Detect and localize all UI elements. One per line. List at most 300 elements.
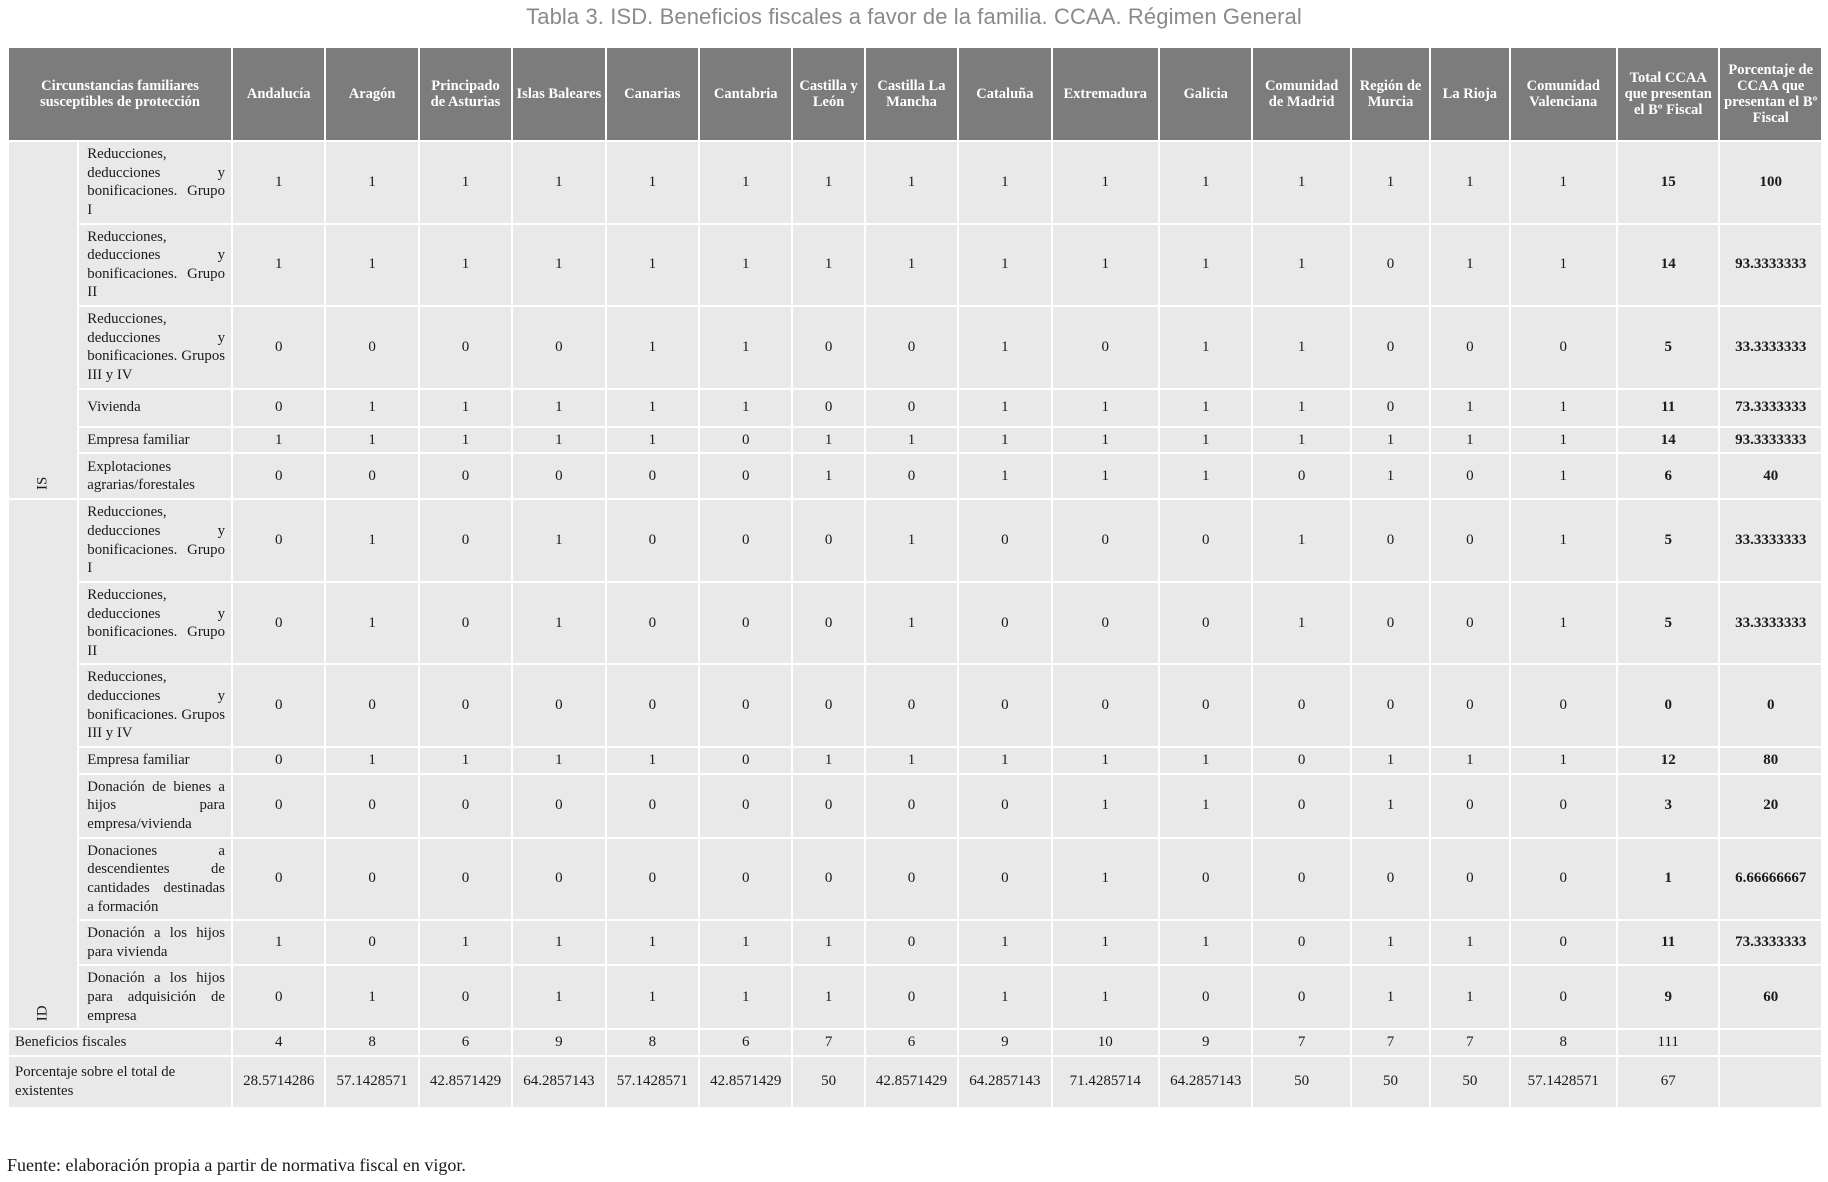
- value-cell: 1: [420, 142, 511, 223]
- header-region: Comunidad Valenciana: [1511, 48, 1616, 140]
- value-cell: 0: [866, 839, 957, 920]
- summary-value-cell: 7: [1253, 1030, 1349, 1054]
- row-label: Donación de bienes a hijos para empresa/vivienda: [79, 775, 231, 837]
- value-cell: 0: [866, 665, 957, 746]
- value-cell: 0: [513, 307, 604, 388]
- value-cell: 1: [1352, 748, 1429, 773]
- value-cell: 1: [1511, 428, 1616, 453]
- benefits-table: [7, 46, 1823, 1109]
- summary-percent-cell: [1720, 1057, 1821, 1107]
- table-row: [9, 839, 1821, 920]
- table-row: [9, 966, 1821, 1028]
- value-cell: 0: [866, 390, 957, 426]
- value-cell: 0: [866, 454, 957, 498]
- percent-cell: 73.3333333: [1720, 921, 1821, 964]
- value-cell: 1: [793, 454, 863, 498]
- value-cell: 1: [959, 390, 1050, 426]
- value-cell: 1: [607, 428, 698, 453]
- value-cell: 1: [326, 500, 417, 581]
- row-label: Donaciones a descendientes de cantidades destinadas a formación: [79, 839, 231, 920]
- value-cell: 1: [1511, 500, 1616, 581]
- row-label: Empresa familiar: [79, 748, 231, 773]
- total-cell: 5: [1618, 583, 1718, 664]
- value-cell: 1: [420, 225, 511, 306]
- value-cell: 0: [233, 966, 324, 1028]
- percent-cell: 33.3333333: [1720, 307, 1821, 388]
- value-cell: 0: [700, 748, 791, 773]
- value-cell: 1: [1253, 500, 1349, 581]
- summary-value-cell: 8: [607, 1030, 698, 1054]
- value-cell: 0: [1160, 500, 1251, 581]
- value-cell: 0: [1053, 500, 1158, 581]
- value-cell: 0: [1253, 966, 1349, 1028]
- value-cell: 0: [607, 839, 698, 920]
- value-cell: 1: [866, 225, 957, 306]
- total-cell: 15: [1618, 142, 1718, 223]
- value-cell: 0: [233, 583, 324, 664]
- value-cell: 1: [1160, 390, 1251, 426]
- summary-value-cell: 64.2857143: [959, 1057, 1050, 1107]
- percent-cell: 0: [1720, 665, 1821, 746]
- total-cell: 1: [1618, 839, 1718, 920]
- row-label: Reducciones, deducciones y bonificaciones. Grupo II: [79, 583, 231, 664]
- value-cell: 1: [420, 428, 511, 453]
- summary-value-cell: 64.2857143: [513, 1057, 604, 1107]
- value-cell: 1: [1253, 390, 1349, 426]
- value-cell: 1: [700, 225, 791, 306]
- value-cell: 0: [1511, 775, 1616, 837]
- value-cell: 1: [1160, 428, 1251, 453]
- percent-cell: 93.3333333: [1720, 428, 1821, 453]
- group-label: IS: [34, 476, 51, 490]
- value-cell: 0: [793, 839, 863, 920]
- value-cell: 1: [1511, 454, 1616, 498]
- value-cell: 0: [607, 665, 698, 746]
- value-cell: 0: [1431, 500, 1508, 581]
- value-cell: 0: [1352, 390, 1429, 426]
- value-cell: 0: [233, 500, 324, 581]
- header-region: Cantabria: [700, 48, 791, 140]
- value-cell: 0: [959, 583, 1050, 664]
- value-cell: 1: [607, 307, 698, 388]
- value-cell: 1: [513, 142, 604, 223]
- value-cell: 0: [700, 454, 791, 498]
- value-cell: 1: [1160, 775, 1251, 837]
- summary-total-cell: 67: [1618, 1057, 1718, 1107]
- percent-cell: 33.3333333: [1720, 500, 1821, 581]
- value-cell: 0: [866, 966, 957, 1028]
- total-cell: 5: [1618, 500, 1718, 581]
- summary-row: [9, 1057, 1821, 1107]
- row-label: Donación a los hijos para adquisición de empresa: [79, 966, 231, 1028]
- value-cell: 1: [1053, 839, 1158, 920]
- value-cell: 1: [959, 454, 1050, 498]
- value-cell: 1: [513, 748, 604, 773]
- row-label: Reducciones, deducciones y bonificaciones. Grupo I: [79, 142, 231, 223]
- percent-cell: 73.3333333: [1720, 390, 1821, 426]
- value-cell: 0: [1053, 583, 1158, 664]
- value-cell: 0: [700, 500, 791, 581]
- value-cell: 0: [1431, 775, 1508, 837]
- value-cell: 1: [1431, 966, 1508, 1028]
- value-cell: 0: [1160, 966, 1251, 1028]
- value-cell: 1: [1511, 748, 1616, 773]
- table-row: [9, 665, 1821, 746]
- value-cell: 0: [326, 307, 417, 388]
- value-cell: 0: [1511, 307, 1616, 388]
- value-cell: 1: [1352, 775, 1429, 837]
- value-cell: 1: [513, 428, 604, 453]
- percent-cell: 40: [1720, 454, 1821, 498]
- summary-value-cell: 10: [1053, 1030, 1158, 1054]
- summary-value-cell: 8: [1511, 1030, 1616, 1054]
- summary-value-cell: 9: [1160, 1030, 1251, 1054]
- value-cell: 0: [1511, 839, 1616, 920]
- value-cell: 1: [866, 500, 957, 581]
- value-cell: 0: [420, 500, 511, 581]
- total-cell: 12: [1618, 748, 1718, 773]
- value-cell: 0: [420, 839, 511, 920]
- value-cell: 0: [326, 921, 417, 964]
- value-cell: 1: [1253, 225, 1349, 306]
- table-row: [9, 454, 1821, 498]
- value-cell: 0: [700, 428, 791, 453]
- value-cell: 1: [1160, 307, 1251, 388]
- value-cell: 0: [700, 583, 791, 664]
- value-cell: 0: [1431, 583, 1508, 664]
- value-cell: 1: [959, 921, 1050, 964]
- value-cell: 0: [793, 775, 863, 837]
- summary-value-cell: 42.8571429: [420, 1057, 511, 1107]
- source-note: Fuente: elaboración propia a partir de normativa fiscal en vigor.: [7, 1155, 466, 1175]
- summary-value-cell: 57.1428571: [607, 1057, 698, 1107]
- value-cell: 1: [700, 390, 791, 426]
- header-region: La Rioja: [1431, 48, 1508, 140]
- value-cell: 0: [326, 839, 417, 920]
- value-cell: 1: [1053, 454, 1158, 498]
- value-cell: 1: [1352, 428, 1429, 453]
- value-cell: 0: [420, 775, 511, 837]
- summary-value-cell: 64.2857143: [1160, 1057, 1251, 1107]
- value-cell: 1: [1431, 748, 1508, 773]
- value-cell: 1: [1160, 921, 1251, 964]
- value-cell: 0: [793, 307, 863, 388]
- summary-value-cell: 28.5714286: [233, 1057, 324, 1107]
- value-cell: 1: [1431, 390, 1508, 426]
- table-body: [9, 142, 1821, 1107]
- value-cell: 1: [866, 748, 957, 773]
- summary-value-cell: 50: [1431, 1057, 1508, 1107]
- value-cell: 0: [233, 307, 324, 388]
- value-cell: 1: [1431, 142, 1508, 223]
- table-container: [7, 46, 1823, 1109]
- summary-value-cell: 71.4285714: [1053, 1057, 1158, 1107]
- row-label: Reducciones, deducciones y bonificaciones. Grupo II: [79, 225, 231, 306]
- value-cell: 1: [1053, 921, 1158, 964]
- percent-cell: 100: [1720, 142, 1821, 223]
- total-cell: 14: [1618, 225, 1718, 306]
- table-row: [9, 775, 1821, 837]
- value-cell: 1: [793, 225, 863, 306]
- value-cell: 0: [233, 839, 324, 920]
- value-cell: 1: [1431, 428, 1508, 453]
- value-cell: 0: [866, 921, 957, 964]
- row-label: Donación a los hijos para vivienda: [79, 921, 231, 964]
- summary-value-cell: 50: [1253, 1057, 1349, 1107]
- table-row: [9, 583, 1821, 664]
- value-cell: 1: [866, 428, 957, 453]
- value-cell: 0: [420, 307, 511, 388]
- summary-value-cell: 50: [1352, 1057, 1429, 1107]
- value-cell: 1: [793, 142, 863, 223]
- value-cell: 1: [607, 748, 698, 773]
- value-cell: 1: [513, 583, 604, 664]
- value-cell: 0: [607, 775, 698, 837]
- value-cell: 0: [513, 839, 604, 920]
- header-label: Circunstancias familiares susceptibles de protección: [9, 48, 231, 140]
- summary-label: Beneficios fiscales: [9, 1030, 231, 1054]
- value-cell: 0: [1431, 307, 1508, 388]
- value-cell: 1: [326, 966, 417, 1028]
- value-cell: 1: [959, 225, 1050, 306]
- value-cell: 1: [1053, 966, 1158, 1028]
- value-cell: 1: [513, 921, 604, 964]
- total-cell: 0: [1618, 665, 1718, 746]
- summary-value-cell: 9: [959, 1030, 1050, 1054]
- value-cell: 0: [1352, 225, 1429, 306]
- table-row: [9, 428, 1821, 453]
- value-cell: 0: [513, 775, 604, 837]
- summary-row: [9, 1030, 1821, 1054]
- value-cell: 1: [1431, 225, 1508, 306]
- header-region: Comunidad de Madrid: [1253, 48, 1349, 140]
- value-cell: 1: [1352, 142, 1429, 223]
- value-cell: 0: [1352, 839, 1429, 920]
- value-cell: 1: [700, 307, 791, 388]
- value-cell: 0: [1253, 921, 1349, 964]
- value-cell: 1: [1253, 142, 1349, 223]
- table-title: Tabla 3. ISD. Beneficios fiscales a favor de la familia. CCAA. Régimen General: [526, 4, 1302, 29]
- row-label: Empresa familiar: [79, 428, 231, 453]
- value-cell: 1: [420, 748, 511, 773]
- header-region: Aragón: [326, 48, 417, 140]
- total-cell: 11: [1618, 390, 1718, 426]
- summary-value-cell: 6: [700, 1030, 791, 1054]
- summary-value-cell: 4: [233, 1030, 324, 1054]
- value-cell: 1: [1352, 966, 1429, 1028]
- header-region: Región de Murcia: [1352, 48, 1429, 140]
- value-cell: 1: [959, 428, 1050, 453]
- summary-value-cell: 7: [1431, 1030, 1508, 1054]
- value-cell: 1: [1253, 428, 1349, 453]
- value-cell: 0: [793, 390, 863, 426]
- value-cell: 1: [1053, 428, 1158, 453]
- summary-value-cell: 7: [793, 1030, 863, 1054]
- row-label: Reducciones, deducciones y bonificaciones. Grupo I: [79, 500, 231, 581]
- group-label: ID: [34, 1005, 51, 1021]
- value-cell: 0: [233, 665, 324, 746]
- value-cell: 1: [1511, 142, 1616, 223]
- header-region: Galicia: [1160, 48, 1251, 140]
- value-cell: 1: [1511, 583, 1616, 664]
- value-cell: 1: [326, 225, 417, 306]
- header-region: Extremadura: [1053, 48, 1158, 140]
- value-cell: 0: [1431, 454, 1508, 498]
- value-cell: 1: [1053, 748, 1158, 773]
- value-cell: 1: [700, 966, 791, 1028]
- total-cell: 9: [1618, 966, 1718, 1028]
- value-cell: 1: [607, 390, 698, 426]
- value-cell: 0: [1160, 839, 1251, 920]
- value-cell: 1: [1160, 748, 1251, 773]
- summary-value-cell: 6: [866, 1030, 957, 1054]
- value-cell: 0: [1352, 665, 1429, 746]
- summary-value-cell: 8: [326, 1030, 417, 1054]
- value-cell: 0: [866, 775, 957, 837]
- value-cell: 0: [700, 839, 791, 920]
- value-cell: 0: [1160, 665, 1251, 746]
- value-cell: 0: [959, 839, 1050, 920]
- value-cell: 1: [233, 225, 324, 306]
- value-cell: 0: [607, 454, 698, 498]
- header-region: Castilla La Mancha: [866, 48, 957, 140]
- value-cell: 1: [1352, 454, 1429, 498]
- total-cell: 3: [1618, 775, 1718, 837]
- table-row: [9, 307, 1821, 388]
- total-cell: 14: [1618, 428, 1718, 453]
- value-cell: 0: [420, 454, 511, 498]
- value-cell: 0: [959, 775, 1050, 837]
- value-cell: 1: [1053, 775, 1158, 837]
- value-cell: 0: [1053, 665, 1158, 746]
- percent-cell: 6.66666667: [1720, 839, 1821, 920]
- value-cell: 1: [959, 748, 1050, 773]
- value-cell: 0: [607, 500, 698, 581]
- value-cell: 0: [1352, 583, 1429, 664]
- value-cell: 1: [1160, 225, 1251, 306]
- value-cell: 0: [326, 665, 417, 746]
- value-cell: 0: [1160, 583, 1251, 664]
- value-cell: 0: [1511, 921, 1616, 964]
- percent-cell: 93.3333333: [1720, 225, 1821, 306]
- value-cell: 1: [420, 390, 511, 426]
- row-label: Explotaciones agrarias/forestales: [79, 454, 231, 498]
- value-cell: 1: [866, 583, 957, 664]
- header-region: Islas Baleares: [513, 48, 604, 140]
- percent-cell: 60: [1720, 966, 1821, 1028]
- value-cell: 0: [233, 775, 324, 837]
- value-cell: 1: [326, 390, 417, 426]
- value-cell: 1: [513, 966, 604, 1028]
- summary-value-cell: 57.1428571: [1511, 1057, 1616, 1107]
- value-cell: 0: [1511, 966, 1616, 1028]
- value-cell: 1: [1352, 921, 1429, 964]
- value-cell: 0: [420, 966, 511, 1028]
- value-cell: 0: [233, 454, 324, 498]
- value-cell: 1: [959, 307, 1050, 388]
- value-cell: 1: [1053, 225, 1158, 306]
- table-row: [9, 500, 1821, 581]
- table-row: [9, 390, 1821, 426]
- table-row: [9, 921, 1821, 964]
- value-cell: 0: [420, 665, 511, 746]
- summary-value-cell: 7: [1352, 1030, 1429, 1054]
- summary-value-cell: 42.8571429: [700, 1057, 791, 1107]
- value-cell: 0: [233, 748, 324, 773]
- value-cell: 1: [1253, 583, 1349, 664]
- value-cell: 0: [793, 665, 863, 746]
- value-cell: 1: [793, 921, 863, 964]
- value-cell: 1: [1053, 390, 1158, 426]
- group-cell: [9, 142, 77, 498]
- total-cell: 5: [1618, 307, 1718, 388]
- summary-value-cell: 50: [793, 1057, 863, 1107]
- value-cell: 1: [513, 225, 604, 306]
- value-cell: 1: [513, 500, 604, 581]
- header-region: Canarias: [607, 48, 698, 140]
- value-cell: 1: [959, 966, 1050, 1028]
- value-cell: 1: [326, 748, 417, 773]
- value-cell: 1: [1053, 142, 1158, 223]
- row-label: Reducciones, deducciones y bonificaciones. Grupos III y IV: [79, 665, 231, 746]
- table-row: [9, 748, 1821, 773]
- value-cell: 1: [700, 142, 791, 223]
- value-cell: 0: [1253, 454, 1349, 498]
- value-cell: 1: [513, 390, 604, 426]
- value-cell: 0: [513, 454, 604, 498]
- value-cell: 0: [326, 775, 417, 837]
- value-cell: 0: [793, 500, 863, 581]
- header-region: Cataluña: [959, 48, 1050, 140]
- value-cell: 1: [1160, 454, 1251, 498]
- value-cell: 1: [607, 966, 698, 1028]
- percent-cell: 20: [1720, 775, 1821, 837]
- value-cell: 0: [866, 307, 957, 388]
- value-cell: 0: [700, 775, 791, 837]
- value-cell: 1: [420, 921, 511, 964]
- header-region: Principado de Asturias: [420, 48, 511, 140]
- value-cell: 0: [700, 665, 791, 746]
- value-cell: 0: [1253, 839, 1349, 920]
- value-cell: 1: [1253, 307, 1349, 388]
- summary-value-cell: 42.8571429: [866, 1057, 957, 1107]
- value-cell: 1: [326, 583, 417, 664]
- value-cell: 1: [866, 142, 957, 223]
- value-cell: 0: [1352, 307, 1429, 388]
- value-cell: 0: [959, 500, 1050, 581]
- value-cell: 0: [793, 583, 863, 664]
- value-cell: 1: [793, 748, 863, 773]
- percent-cell: 80: [1720, 748, 1821, 773]
- percent-cell: 33.3333333: [1720, 583, 1821, 664]
- value-cell: 1: [1511, 225, 1616, 306]
- value-cell: 1: [607, 921, 698, 964]
- summary-percent-cell: [1720, 1030, 1821, 1054]
- value-cell: 0: [959, 665, 1050, 746]
- summary-value-cell: 6: [420, 1030, 511, 1054]
- value-cell: 1: [607, 225, 698, 306]
- row-label: Reducciones, deducciones y bonificaciones. Grupos III y IV: [79, 307, 231, 388]
- table-row: [9, 225, 1821, 306]
- value-cell: 0: [420, 583, 511, 664]
- value-cell: 1: [326, 142, 417, 223]
- value-cell: 0: [326, 454, 417, 498]
- value-cell: 0: [1253, 775, 1349, 837]
- value-cell: 1: [1160, 142, 1251, 223]
- summary-value-cell: 57.1428571: [326, 1057, 417, 1107]
- value-cell: 1: [233, 142, 324, 223]
- header-region: Andalucía: [233, 48, 324, 140]
